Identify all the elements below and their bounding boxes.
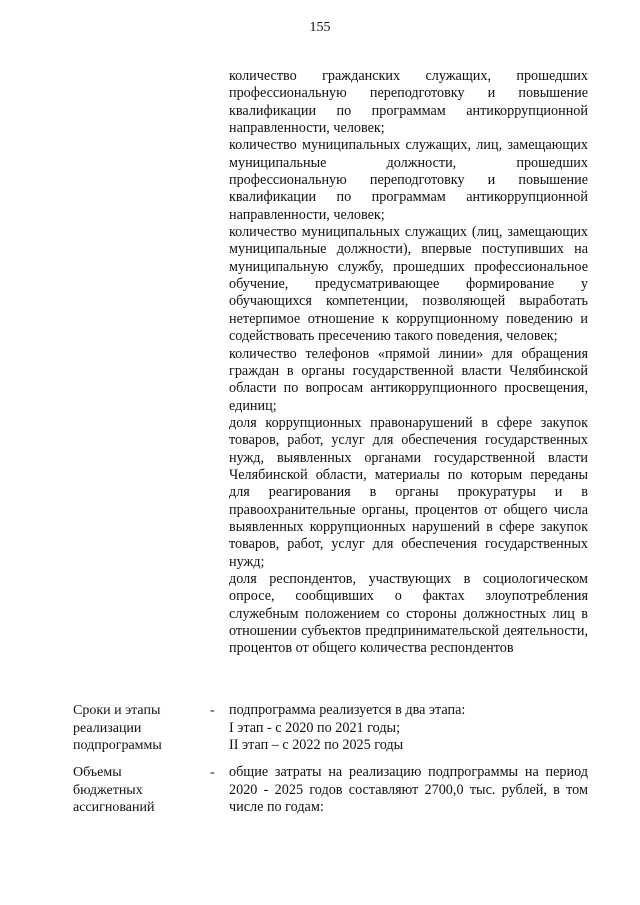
terms-content — [229, 702, 588, 755]
indicator-civil-servants-training: количество гражданских служащих, прошедших профессиональную переподготовку и повышение квалификации по программам антикоррупционной направленности, человек; — [229, 68, 588, 137]
budget-text: общие затраты на реализацию подпрограммы на период 2020 - 2025 годов составляют 2700,0 тыс. рублей, в том числе по годам: — [229, 764, 588, 815]
indicators-block — [229, 68, 588, 658]
budget-label-line: ассигнований — [73, 800, 155, 815]
indicator-respondents-share: доля респондентов, участвующих в социологическом опросе, сообщивших о фактах злоупотребления служебным положением со стороны должностных лиц в отношении субъектов предпринимательской деятельности, процентов от общего количества респондентов — [229, 570, 588, 657]
page-number: 155 — [309, 20, 331, 35]
terms-line: подпрограмма реализуется в два этапа: — [229, 702, 466, 718]
budget-dash: - — [210, 765, 215, 780]
budget-content — [229, 764, 588, 817]
budget-label — [73, 764, 203, 817]
terms-label-line: реализации — [73, 720, 142, 736]
terms-dash: - — [210, 703, 215, 718]
terms-label — [73, 702, 203, 755]
terms-stage-1: I этап - с 2020 по 2021 годы; — [229, 719, 401, 736]
indicator-municipal-servants-training: количество муниципальных служащих, лиц, замещающих муниципальные должности, прошедших профессиональную переподготовку и повышение квалификации по программам антикоррупционной направленности, человек; — [229, 137, 588, 223]
budget-label-line: Объемы — [73, 765, 122, 780]
terms-stage-2: II этап – с 2022 по 2025 годы — [229, 737, 404, 753]
terms-label-line: Сроки и этапы — [73, 703, 161, 718]
indicator-hotline-phones: количество телефонов «прямой линии» для обращения граждан в органы государственной власти Челябинской области по вопросам антикоррупционного просвещения, единиц; — [229, 345, 588, 414]
terms-label-line: подпрограммы — [73, 738, 162, 753]
indicator-procurement-violations: доля коррупционных правонарушений в сфере закупок товаров, работ, услуг для обеспечения государственных нужд, выявленных органами государственной власти Челябинской области, материалы по которым переданы для реагирования в органы прокуратуры и в правоохранительные органы, процентов от общего числа выявленных коррупционных нарушений в сфере закупок товаров, работ, услуг для обеспечения государственных нужд; — [229, 414, 588, 570]
budget-label-line: бюджетных — [73, 782, 143, 798]
indicator-new-municipal-servants: количество муниципальных служащих (лиц, замещающих муниципальные должности), впервые поступивших на муниципальную службу, прошедших профессиональное обучение, предусматривающее формирование у обучающихся компетенции, позволяющей выработать нетерпимое отношение к коррупционному поведению и содействовать пресечению такого поведения, человек; — [229, 224, 588, 345]
